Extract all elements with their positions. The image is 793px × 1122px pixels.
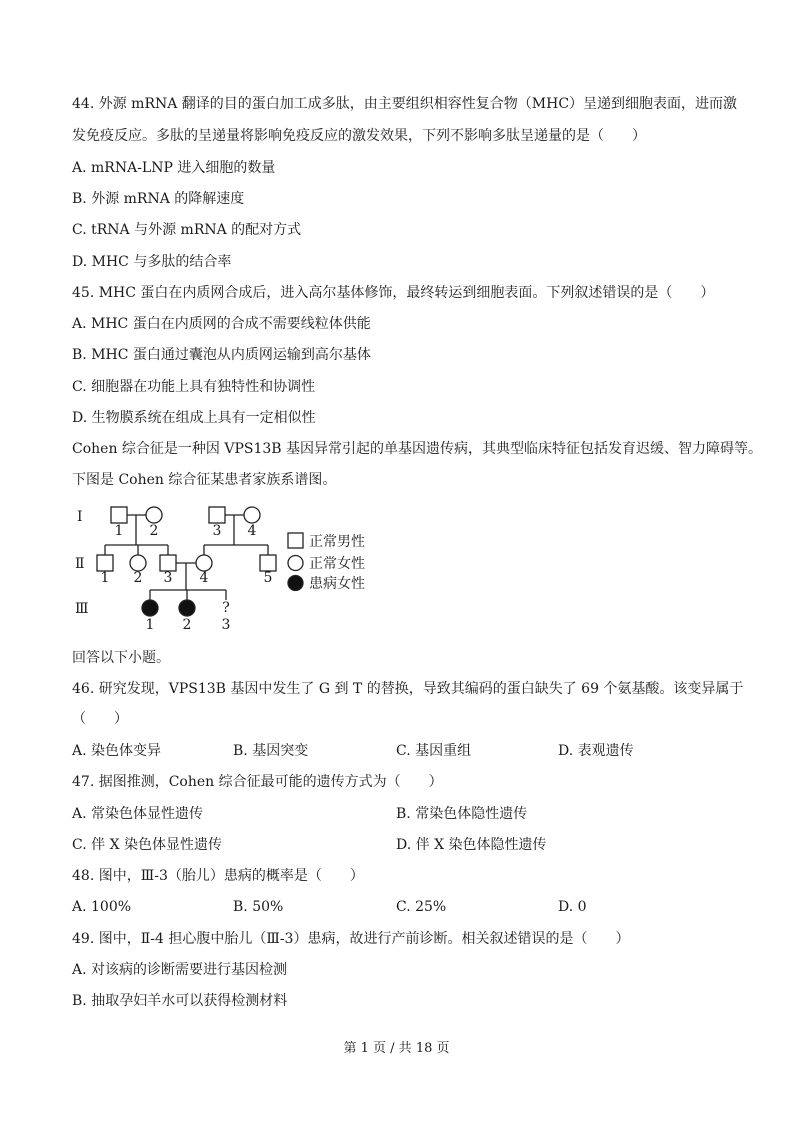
gen3-num-3: 3 xyxy=(221,617,231,633)
q46-option-c: C. 基因重组 xyxy=(396,743,472,759)
q44-option-d: D. MHC 与多肽的结合率 xyxy=(72,254,232,270)
legend-affected-female-symbol xyxy=(288,576,303,591)
q46-option-b: B. 基因突变 xyxy=(233,743,309,759)
gen2-num-5: 5 xyxy=(263,570,273,586)
gen2-num-4: 4 xyxy=(199,570,209,586)
q49-stem: 49. 图中，Ⅱ-4 担心腹中胎儿（Ⅲ-3）患病，故进行产前诊断。相关叙述错误的是（ ） xyxy=(72,931,630,947)
gen1-num-3: 3 xyxy=(212,523,222,539)
gen1-num-2: 2 xyxy=(149,523,159,539)
q47-option-b: B. 常染色体隐性遗传 xyxy=(396,806,528,822)
gen2-num-3: 3 xyxy=(163,570,173,586)
q48-option-a: A. 100% xyxy=(72,899,132,915)
q44-option-a: A. mRNA-LNP 进入细胞的数量 xyxy=(72,160,276,176)
gen1-num-1: 1 xyxy=(114,523,124,539)
q46-option-d: D. 表观遗传 xyxy=(558,743,634,759)
q49-option-b: B. 抽取孕妇羊水可以获得检测材料 xyxy=(72,993,288,1009)
q46-stem-line1: 46. 研究发现，VPS13B 基因中发生了 G 到 T 的替换，导致其编码的蛋白缺失了 69 个氨基酸。该变异属于 xyxy=(72,681,744,697)
gen1-male-3 xyxy=(209,507,225,523)
legend-affected-female-label: 患病女性 xyxy=(309,576,365,592)
q47-option-d: D. 伴 X 染色体隐性遗传 xyxy=(396,837,547,853)
q46-stem-line2: （ ） xyxy=(72,711,128,727)
gen-label-2: Ⅱ xyxy=(75,556,85,572)
page-footer: 第 1 页 / 共 18 页 xyxy=(343,1041,450,1056)
q45-option-a: A. MHC 蛋白在内质网的合成不需要线粒体供能 xyxy=(72,316,371,332)
q47-option-a: A. 常染色体显性遗传 xyxy=(72,806,204,822)
q48-option-c: C. 25% xyxy=(396,899,447,915)
q44-stem-line2: 发免疫反应。多肽的呈递量将影响免疫反应的激发效果，下列不影响多肽呈递量的是（ ） xyxy=(72,128,646,144)
gen-label-1: I xyxy=(77,509,83,525)
q45-stem: 45. MHC 蛋白在内质网合成后，进入高尔基体修饰，最终转运到细胞表面。下列叙述错误的是（ ） xyxy=(72,285,715,301)
legend-normal-male-symbol xyxy=(288,533,303,548)
q45-option-c: C. 细胞器在功能上具有独特性和协调性 xyxy=(72,379,316,395)
gen2-male-3 xyxy=(160,555,176,571)
gen1-male-1 xyxy=(111,507,127,523)
gen3-affected-female-1 xyxy=(142,600,158,616)
q47-stem: 47. 据图推测，Cohen 综合征最可能的遗传方式为（ ） xyxy=(72,774,443,790)
q44-option-b: B. 外源 mRNA 的降解速度 xyxy=(72,191,245,207)
gen2-num-2: 2 xyxy=(133,570,143,586)
gen2-female-2 xyxy=(130,555,146,571)
unknown-mark: ? xyxy=(222,600,230,616)
q45-option-d: D. 生物膜系统在组成上具有一定相似性 xyxy=(72,410,316,426)
q44-stem-line1: 44. 外源 mRNA 翻译的目的蛋白加工成多肽，由主要组织相容性复合物（MHC）呈递到细胞表面，进而激 xyxy=(72,96,738,112)
q48-option-d: D. 0 xyxy=(558,899,587,915)
q45-option-b: B. MHC 蛋白通过囊泡从内质网运输到高尔基体 xyxy=(72,347,371,363)
legend-normal-female-symbol xyxy=(288,556,303,571)
gen-label-3: Ⅲ xyxy=(75,601,89,617)
q44-option-c: C. tRNA 与外源 mRNA 的配对方式 xyxy=(72,222,302,238)
q48-stem: 48. 图中，Ⅲ-3（胎儿）患病的概率是（ ） xyxy=(72,868,364,884)
gen1-female-2 xyxy=(146,507,162,523)
gen2-male-1 xyxy=(97,555,113,571)
gen2-num-1: 1 xyxy=(100,570,110,586)
q49-option-a: A. 对该病的诊断需要进行基因检测 xyxy=(72,962,288,978)
gen2-female-4 xyxy=(196,555,212,571)
legend-normal-female-label: 正常女性 xyxy=(309,556,365,572)
intro-line2: 下图是 Cohen 综合征某患者家族系谱图。 xyxy=(72,472,337,488)
intro-line1: Cohen 综合征是一种因 VPS13B 基因异常引起的单基因遗传病，其典型临床特征包括发育迟缓、智力障碍等。 xyxy=(72,441,763,457)
gen1-female-4 xyxy=(244,507,260,523)
gen3-num-1: 1 xyxy=(145,617,155,633)
answer-prompt: 回答以下小题。 xyxy=(72,650,170,666)
legend-normal-male-label: 正常男性 xyxy=(309,534,365,550)
q48-option-b: B. 50% xyxy=(233,899,284,915)
gen3-affected-female-2 xyxy=(179,600,195,616)
q47-option-c: C. 伴 X 染色体显性遗传 xyxy=(72,837,222,853)
gen1-num-4: 4 xyxy=(247,523,257,539)
pedigree-chart xyxy=(72,500,382,640)
gen2-male-5 xyxy=(260,555,276,571)
gen3-num-2: 2 xyxy=(182,617,192,633)
q46-option-a: A. 染色体变异 xyxy=(72,743,162,759)
